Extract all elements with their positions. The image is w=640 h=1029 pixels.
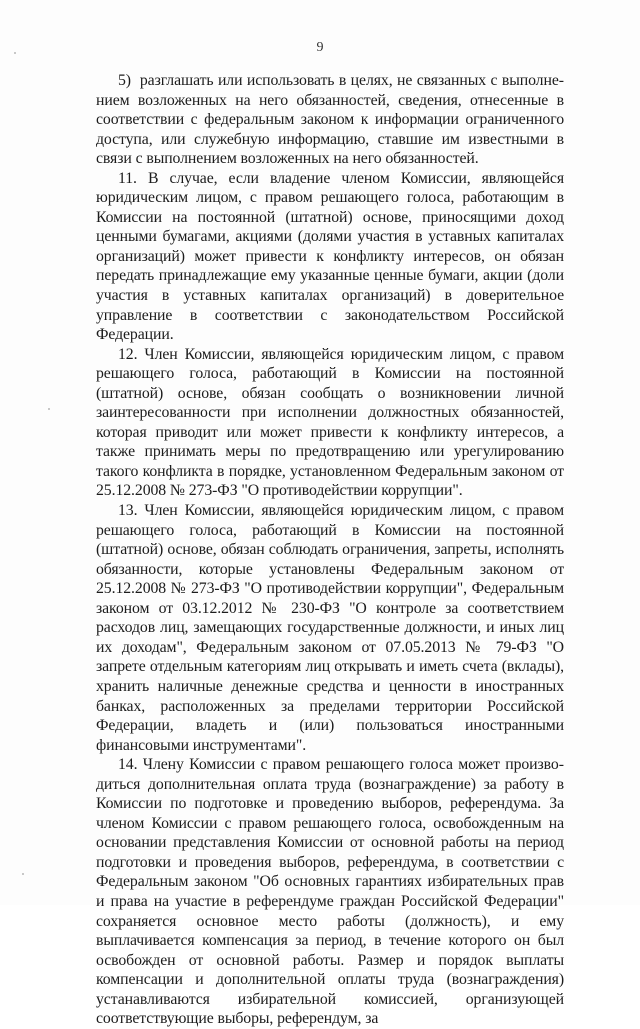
paragraph-12: 12. Член Комиссии, являющейся юридическим лицом, с правом решающего голоса, работающий в Комиссии на постоянной (штатной) основе, обязан сообщать о возникновении личной заинтересованности при исполнении должностных обязанностей, которая приводит или может привести к конфликту интересов, а также принимать меры по предотвращению или урегулированию такого конфликта в порядке, установленном Федеральным законом от 25.12.2008 № 273-ФЗ "О противодействии коррупции". [96,345,564,500]
scan-speck [22,873,24,875]
page-number: 9 [316,40,324,55]
paragraph-item-5: 5) разглашать или использовать в целях, не связанных с выполнением возложенных на него обязанностей, сведения, отнесенные в соответствии с федеральным законом к информации ограниченного доступа, или служебную информацию, ставшие им известными в связи с выполнением возложенных на него обязанностей. [96,72,564,168]
paragraph-13: 13. Член Комиссии, являющейся юридическим лицом, с правом решающего голоса, работающий в Комиссии на постоянной (штатной) основе, обязан соблюдать ограничения, запреты, исполнять обязанности, которые установлены Федеральным законом от 25.12.2008 № 273-ФЗ "О противодействии коррупции", Федеральным законом от 03.12.2012 № 230-ФЗ "О контроле за соответствием расходов лиц, замещающих государственные должности, и иных лиц их доходам", Федеральным законом от 07.05.2013 № 79-ФЗ "О запрете отдельным категориям лиц открывать и иметь счета (вклады), хранить наличные денежные средства и ценности в иностранных банках, расположенных за пределами территории Российской Федерации, владеть и (или) пользоваться иностранными финансовыми инструментами". [96,502,564,754]
paragraph-11: 11. В случае, если владение членом Комиссии, являющейся юридическим лицом, с правом решающего голоса, работающим в Комиссии на постоянной (штатной) основе, приносящими доход ценными бумагами, акциями (долями участия в уставных капиталах организаций) может привести к конфликту интересов, он обязан передать принадлежащие ему указанные ценные бумаги, акции (доли участия в уставных капиталах организаций) в доверительное управление в соответствии с законодательством Российской Федерации. [96,169,564,344]
paragraph-14: 14. Члену Комиссии с правом решающего голоса может производиться дополнительная оплата труда (вознаграждение) за работу в Комиссии по подготовке и проведению выборов, референдума. За членом Комиссии с правом решающего голоса, освобожденным на основании представления Комиссии от основной работы на период подготовки и проведения выборов, референдума, в соответствии с Федеральным законом "Об основных гарантиях избирательных прав и права на участие в референдуме граждан Российской Федерации" сохраняется основное место работы (должность), и ему выплачивается компенсация за период, в течение которого он был освобожден от основной работы. Размер и порядок выплаты компенсации и дополнительной оплаты труда (вознаграждения) устанавливаются избирательной комиссией, организующей соответствующие выборы, референдум, за [96,756,564,1028]
scan-speck [48,408,50,410]
document-body [96,71,564,1029]
scan-speck [14,52,16,54]
